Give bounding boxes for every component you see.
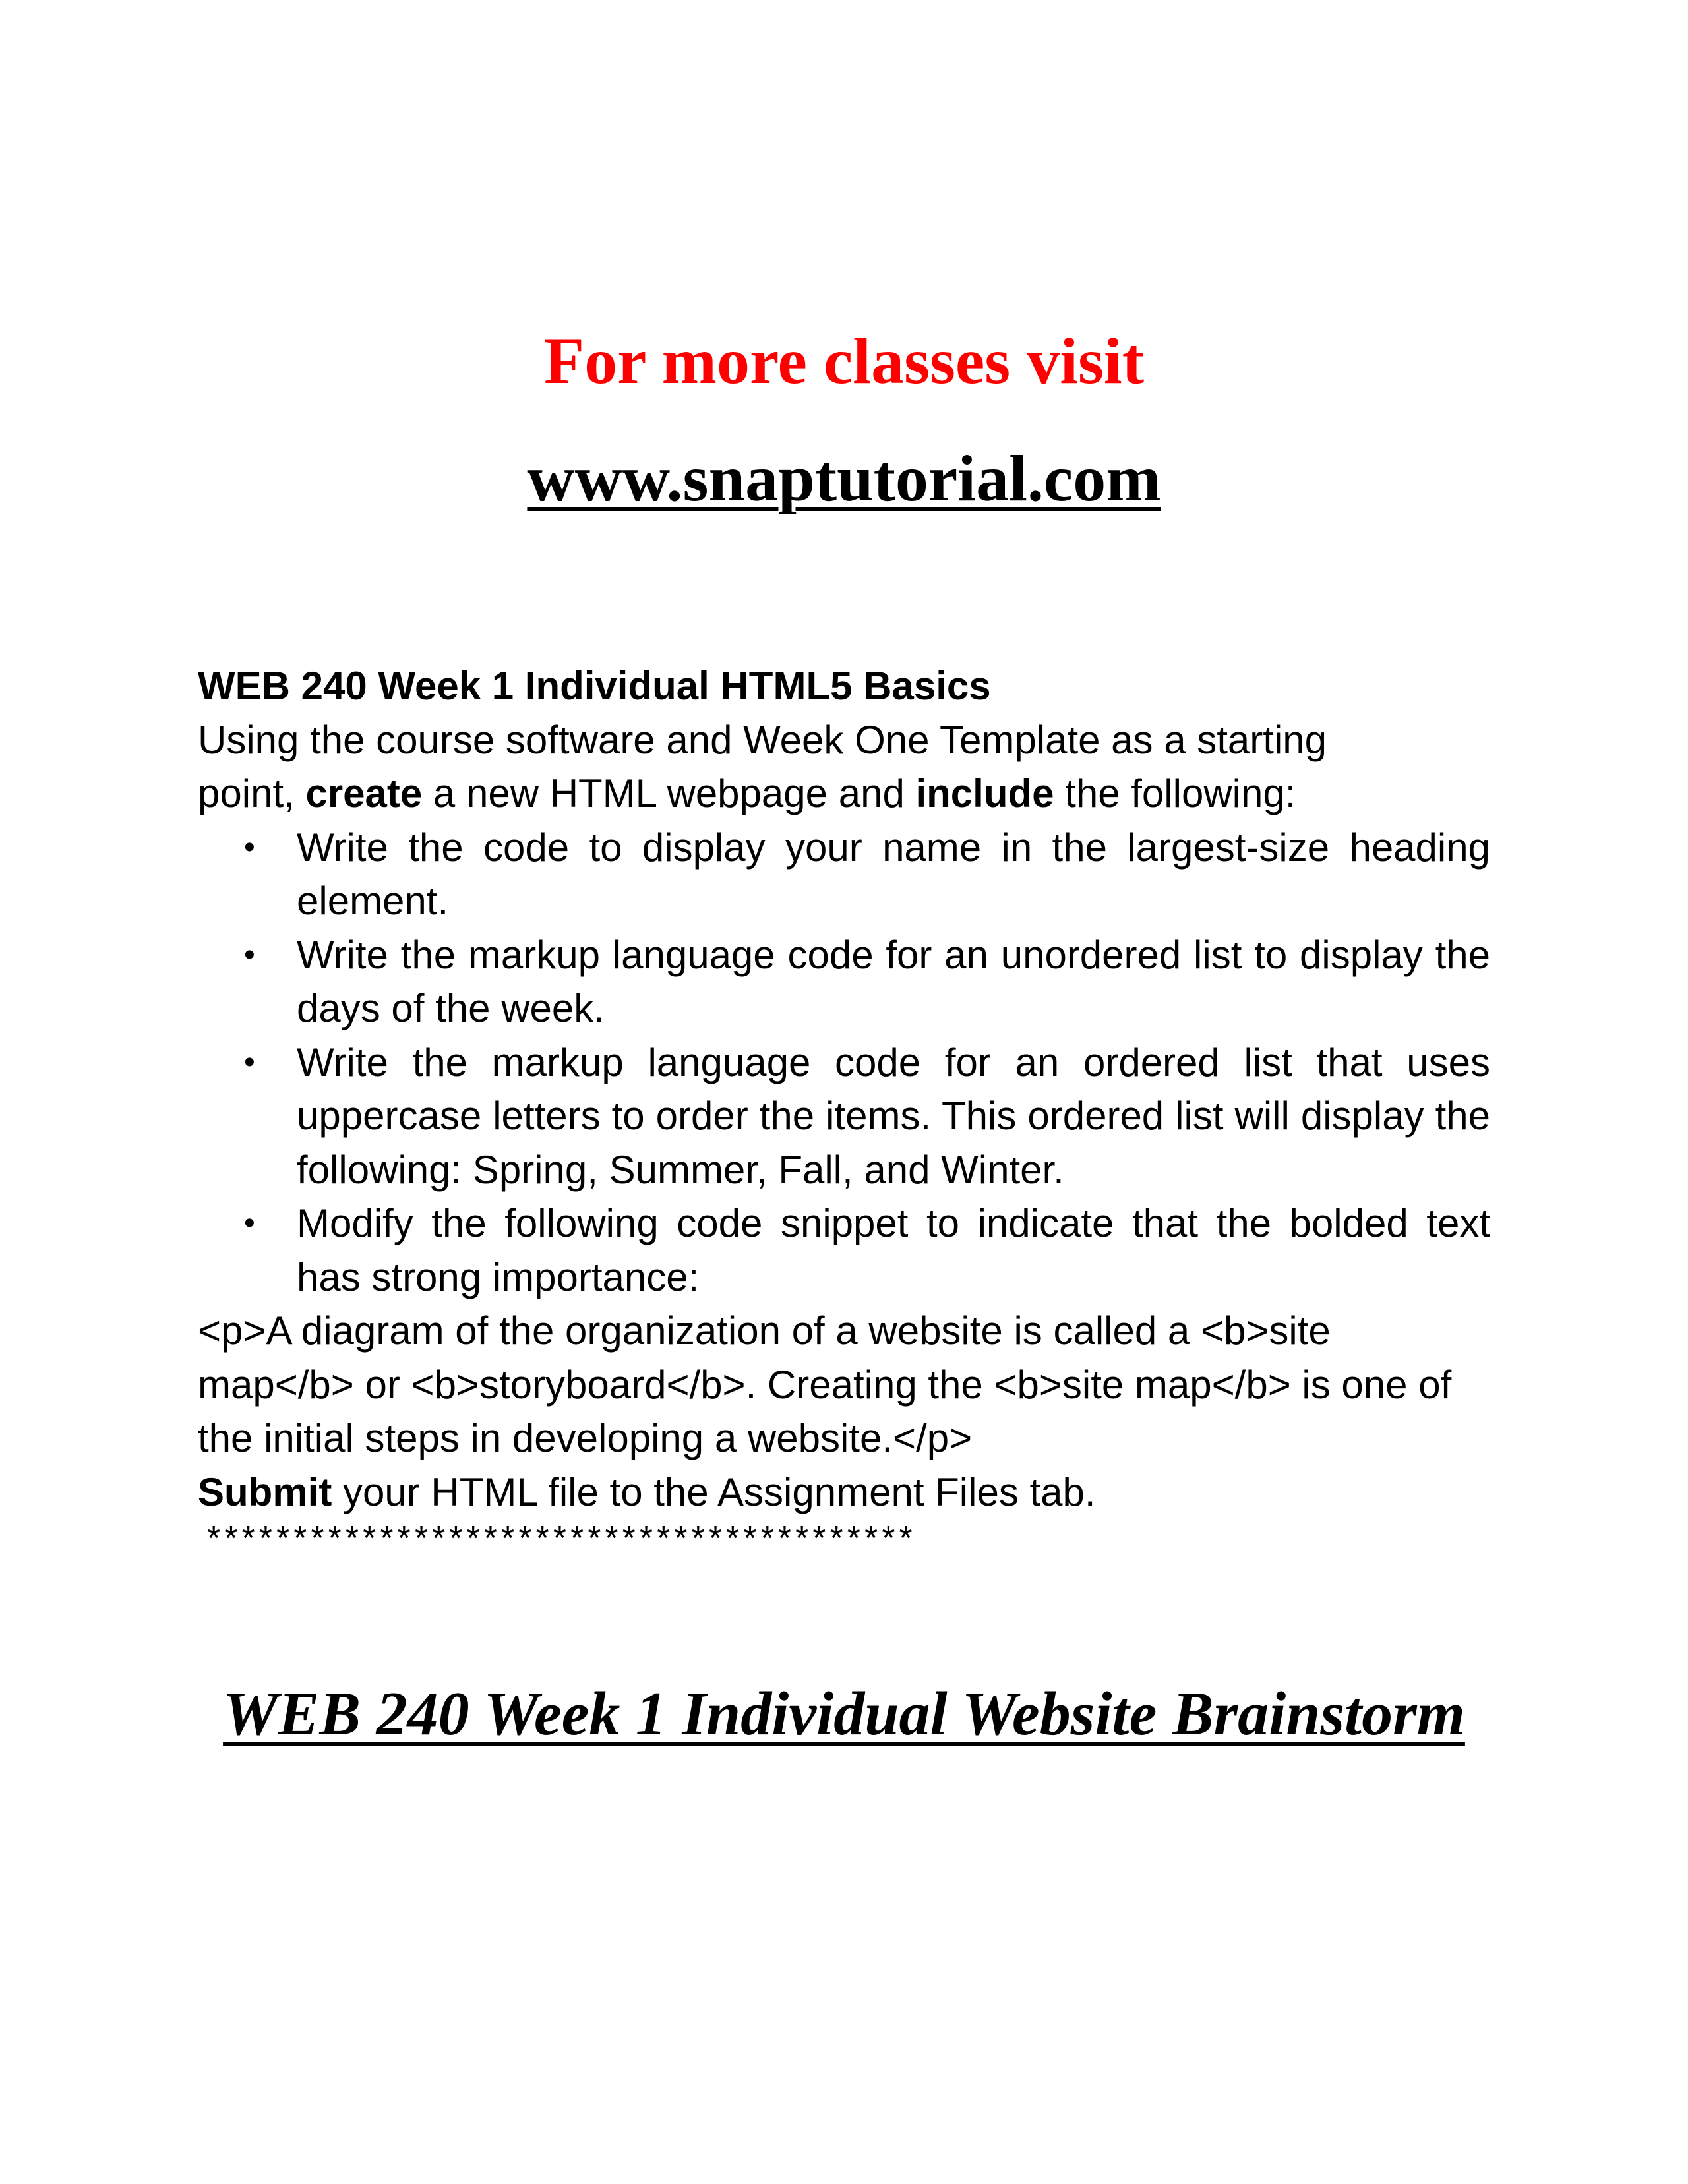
list-item — [198, 821, 1490, 928]
task-list — [198, 821, 1490, 1305]
bullet-icon: • — [244, 829, 255, 865]
task-text: Modify the following code snippet to indicate that the bolded text has strong importance: — [297, 1201, 1490, 1299]
promo-heading: For more classes visit — [543, 324, 1144, 398]
site-link[interactable]: www.snaptutorial.com — [527, 442, 1161, 515]
next-section-title: WEB 240 Week 1 Individual Website Brainstorm — [223, 1680, 1465, 1748]
list-item — [198, 928, 1490, 1036]
task-text: Write the markup language code for an unordered list to display the days of the week. — [297, 932, 1490, 1030]
assignment-section — [198, 659, 1490, 1558]
intro-line-1: Using the course software and Week One Template as a starting — [198, 717, 1327, 762]
assignment-title: WEB 240 Week 1 Individual HTML5 Basics — [198, 664, 991, 708]
intro-bold-create: create — [305, 771, 423, 815]
list-item — [198, 1196, 1490, 1304]
submit-text: your HTML file to the Assignment Files tab. — [332, 1469, 1096, 1514]
submit-instruction — [198, 1465, 1490, 1520]
list-item — [198, 1036, 1490, 1197]
submit-bold: Submit — [198, 1469, 332, 1514]
task-text: Write the markup language code for an ordered list that uses uppercase letters to order the items. This ordered list will display the following: Spring, Summer, Fall, and Winter. — [297, 1040, 1490, 1192]
intro-part-2: a new HTML webpage and — [422, 771, 916, 815]
assignment-intro — [198, 713, 1490, 821]
intro-part-1: point, — [198, 771, 306, 815]
intro-bold-include: include — [915, 771, 1054, 815]
bullet-icon: • — [244, 937, 255, 972]
intro-part-3: the following: — [1054, 771, 1296, 815]
bullet-icon: • — [244, 1206, 255, 1241]
code-snippet: <p>A diagram of the organization of a website is called a <b>site map</b> or <b>storyboard</b>. Creating the <b>site map</b> is one of the initial steps in developing a website.</p> — [198, 1309, 1452, 1460]
separator-line: ***************************************** — [207, 1520, 917, 1558]
site-link-heading — [0, 432, 1688, 525]
task-text: Write the code to display your name in the largest-size heading element. — [297, 825, 1490, 923]
bullet-icon: • — [244, 1044, 255, 1080]
